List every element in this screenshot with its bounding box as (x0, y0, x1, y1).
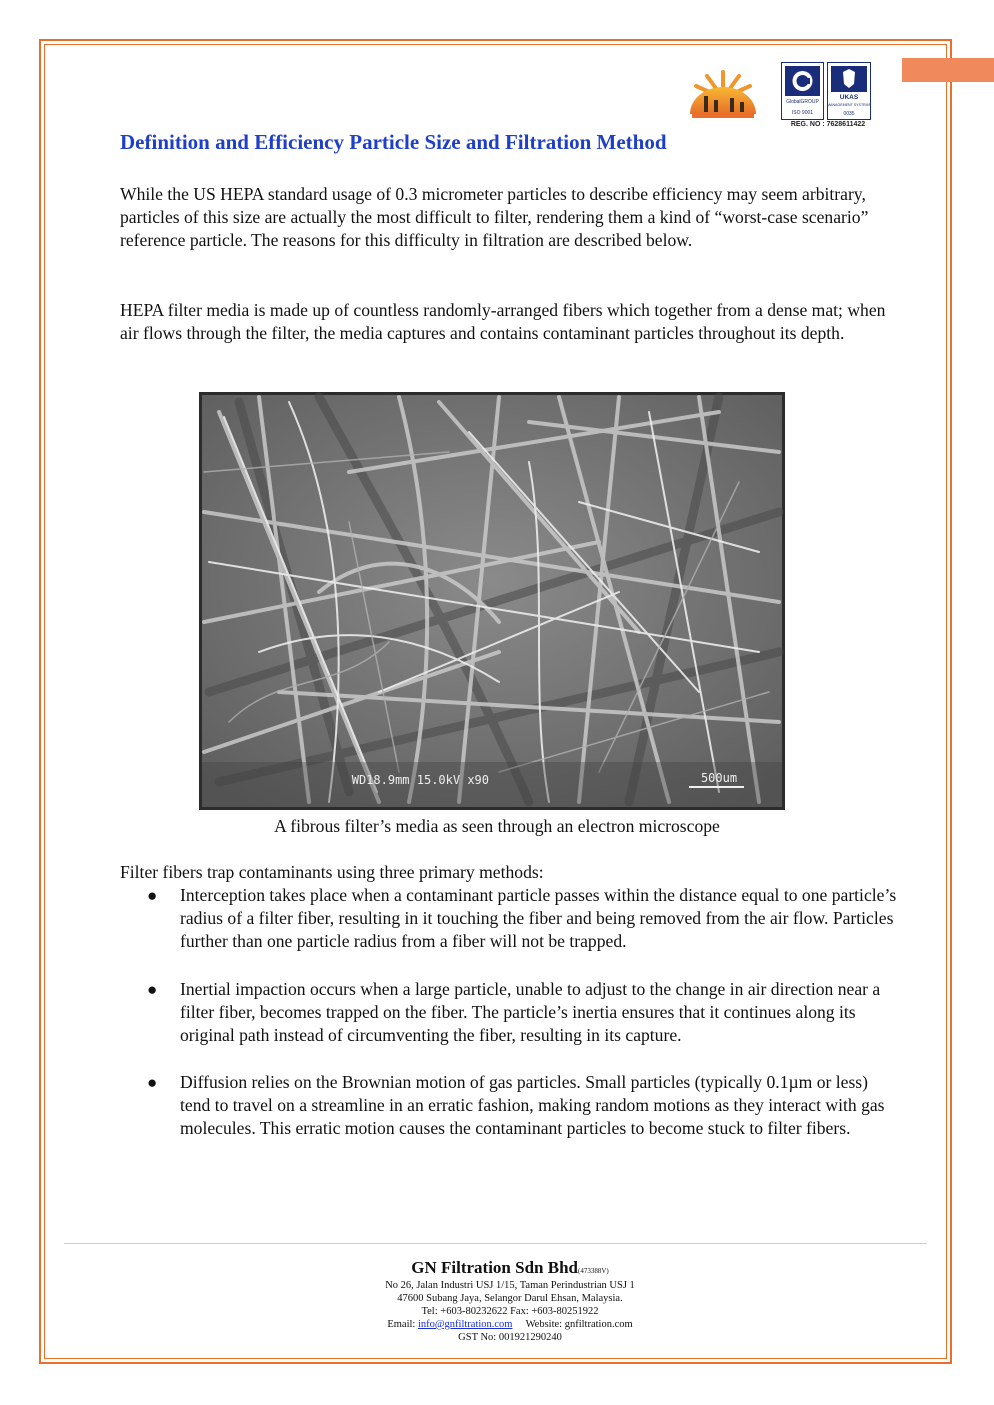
company-name: GN Filtration Sdn Bhd (411, 1258, 579, 1277)
page-title: Definition and Efficiency Particle Size and Filtration Method (120, 130, 667, 154)
bullet-icon: ● (147, 980, 158, 999)
cert-ukas-sub-text: MANAGEMENT SYSTEMS (827, 103, 871, 107)
electron-microscope-image (199, 392, 785, 810)
list-item-text: Diffusion relies on the Brownian motion of gas particles. Small particles (typically 0.1µm or less) tend to travel on a streamline in an erratic fashion, making random motions as they interact with gas molecules. This erratic motion causes the contaminant particles to become stuck to filter fibers. (180, 1072, 885, 1139)
registration-number: REG. NO : 7628611422 (790, 121, 866, 128)
footer-divider (64, 1243, 927, 1244)
certification-logo (781, 62, 871, 120)
footer-address-line-2: 47600 Subang Jaya, Selangor Darul Ehsan, Malaysia. (397, 1293, 623, 1304)
company-reg-number: (473388V) (578, 1267, 609, 1275)
cert-group-text: GlobalGROUP (786, 99, 819, 105)
company-logo (684, 68, 762, 120)
list-item-diffusion (147, 1071, 900, 1141)
scale-label: 500um (700, 771, 738, 785)
footer-phone: Tel: +603-80232622 Fax: +603-80251922 (421, 1306, 599, 1317)
bullet-icon: ● (147, 886, 158, 905)
bullet-icon: ● (147, 1073, 158, 1092)
list-item-text: Inertial impaction occurs when a large particle, unable to adjust to the change in air direction near a filter fiber, becomes trapped on the fiber. The particle’s inertia ensures that it continues along its original path instead of circumventing the fiber, resulting in its capture. (180, 979, 881, 1046)
corner-tab (902, 58, 994, 82)
website-link[interactable]: gnfiltration.com (564, 1319, 633, 1330)
footer-company (120, 1258, 900, 1278)
list-item-text: Interception takes place when a contaminant particle passes within the distance equal to one particle’s radius of a filter fiber, resulting in it touching the fiber and being removed from the air flow. Particles further than one particle radius from a fiber will not be trapped. (180, 885, 897, 952)
email-label: Email: (387, 1319, 416, 1330)
paragraph-filter-media: HEPA filter media is made up of countless randomly-arranged fibers which together from a dense mat; when air flows through the filter, the media captures and contains contaminant particles throughout its depth. (120, 300, 886, 344)
footer-contact (120, 1318, 900, 1332)
footer-gst: GST No: 001921290240 (458, 1332, 562, 1343)
website-label: Website: (525, 1319, 563, 1330)
list-item-inertial-impaction (147, 978, 900, 1048)
image-caption: A fibrous filter’s media as seen through an electron microscope (274, 816, 720, 836)
list-item-interception (147, 884, 900, 954)
cert-ukas-text: UKAS (839, 94, 859, 101)
methods-intro: Filter fibers trap contaminants using three primary methods: (120, 862, 544, 882)
microscope-settings-label: WD18.9mm 15.0kV x90 (351, 773, 489, 787)
footer-address-line-1: No 26, Jalan Industri USJ 1/15, Taman Perindustrian USJ 1 (385, 1280, 635, 1291)
paragraph-hepa-standard: While the US HEPA standard usage of 0.3 micrometer particles to describe efficiency may seem arbitrary, particles of this size are actually the most difficult to filter, rendering them a kind of “worst-case scenario” reference particle. The reasons for this difficulty in filtration are described below. (120, 184, 869, 251)
email-link[interactable]: info@gnfiltration.com (417, 1319, 513, 1330)
cert-iso-text: ISO 9001 (791, 110, 814, 116)
cert-ukas-code: 0035 (843, 111, 855, 117)
